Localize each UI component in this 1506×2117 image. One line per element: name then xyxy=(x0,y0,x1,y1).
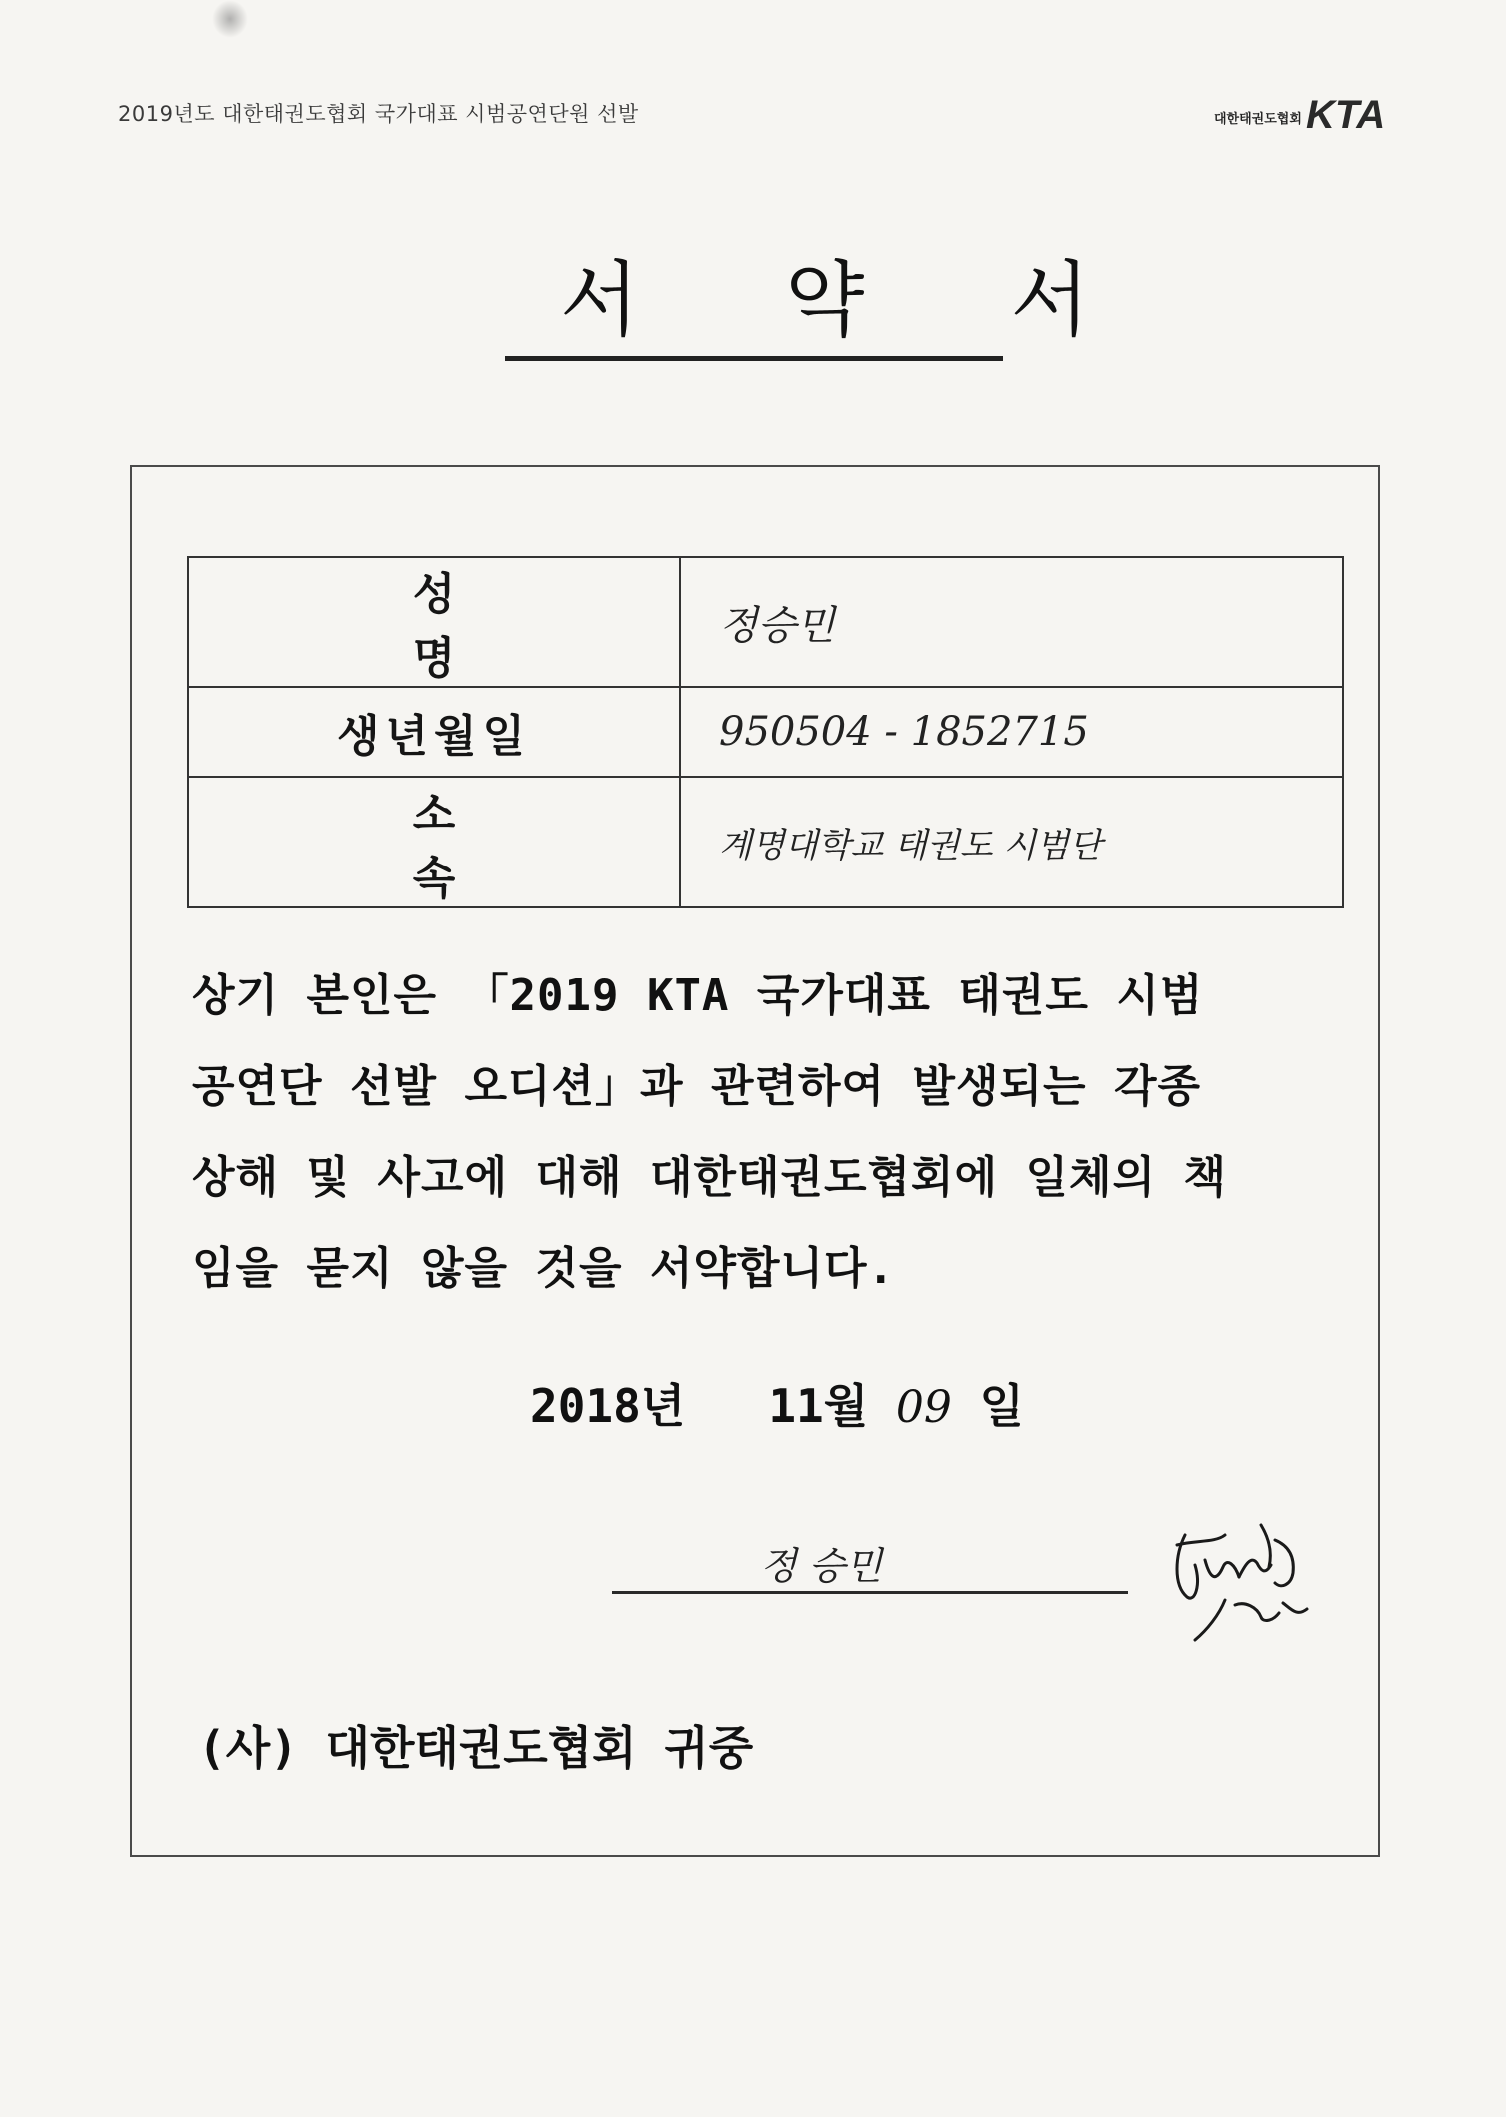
personal-info-table xyxy=(187,556,1344,908)
signer-name: 정 승민 xyxy=(760,1544,883,1588)
table-row xyxy=(188,557,1343,687)
field-value-birthdate: 950504 - 1852715 xyxy=(680,687,1343,777)
field-label-birthdate: 생년월일 xyxy=(188,687,680,777)
header-event-line: 2019년도 대한태권도협회 국가대표 시범공연단원 선발 xyxy=(118,102,639,126)
handwritten-signature xyxy=(1165,1505,1325,1645)
pledge-line: 공연단 선발 오디션」과 관련하여 발생되는 각종 xyxy=(192,1061,1202,1112)
date-month: 11월 xyxy=(768,1379,869,1433)
addressee: (사) 대한태권도협회 귀중 xyxy=(198,1721,754,1775)
pledge-body xyxy=(192,950,1342,1314)
logo-org-name: 대한태권도협회 xyxy=(1214,112,1302,127)
table-row xyxy=(188,777,1343,907)
document-title: 서 약 서 xyxy=(560,253,1150,348)
kta-logo-text: KTA xyxy=(1305,93,1386,132)
field-value-name: 정승민 xyxy=(680,557,1343,687)
pledge-line: 임을 묻지 않을 것을 서약합니다. xyxy=(192,1243,896,1294)
pledge-line: 상기 본인은 「2019 KTA 국가대표 태권도 시범 xyxy=(192,970,1204,1021)
table-row xyxy=(188,687,1343,777)
scan-smudge xyxy=(212,0,248,38)
date-day: 09 xyxy=(895,1382,952,1433)
signature-line xyxy=(612,1591,1128,1594)
field-label-name: 성 명 xyxy=(188,557,680,687)
pledge-line: 상해 및 사고에 대해 대한태권도협회에 일체의 책 xyxy=(192,1152,1228,1203)
date-year: 2018년 xyxy=(530,1379,686,1433)
kta-logo-mark xyxy=(1306,92,1394,132)
kta-logo xyxy=(1214,92,1394,132)
field-label-affiliation: 소 속 xyxy=(188,777,680,907)
title-underline xyxy=(505,356,1003,361)
date-day-suffix: 일 xyxy=(979,1379,1024,1433)
field-value-affiliation: 계명대학교 태권도 시범단 xyxy=(680,777,1343,907)
pledge-date xyxy=(530,1370,1024,1436)
